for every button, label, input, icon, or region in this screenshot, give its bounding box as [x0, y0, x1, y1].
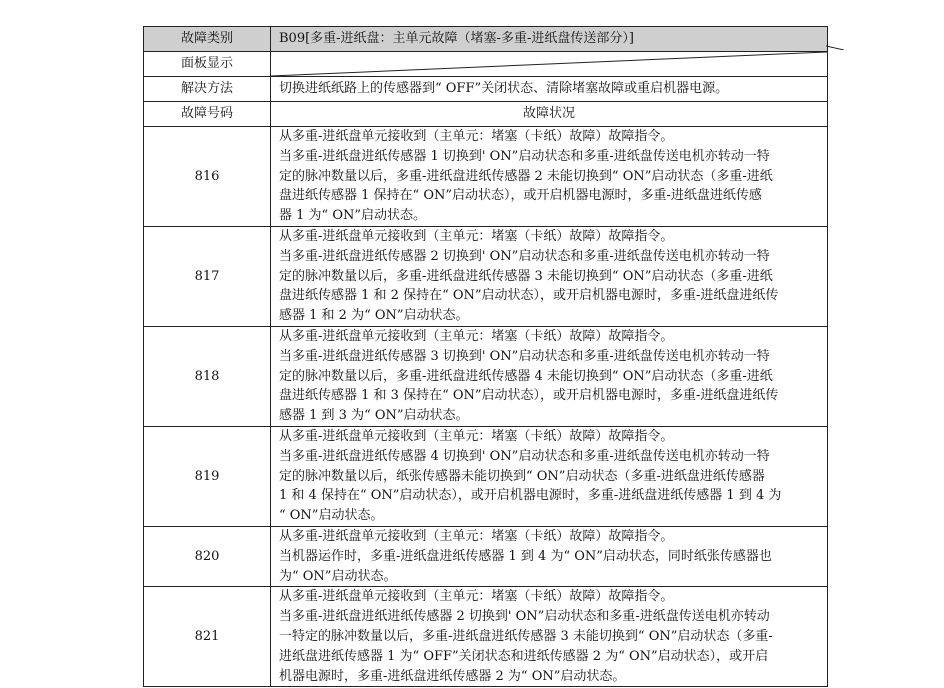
- panel-label: 面板显示: [144, 52, 271, 77]
- fault-row: [144, 427, 828, 527]
- code-column-header: 故障号码: [144, 102, 271, 127]
- category-label: 故障类别: [144, 27, 271, 52]
- description-line: 为“ ON”启动状态。: [279, 568, 397, 584]
- description-line: 当多重-进纸盘进纸传感器 2 切换到' ON”启动状态和多重-进纸盘传送电机亦转动一特: [279, 248, 770, 264]
- fault-row: [144, 587, 828, 687]
- category-value: B09[多重-进纸盘：主单元故障（堵塞-多重-进纸盘传送部分）]: [271, 27, 828, 52]
- fault-code: 819: [144, 427, 271, 527]
- fault-description: [271, 527, 828, 587]
- description-line: 机器电源时，多重-进纸盘进纸传感器 2 为“ ON”启动状态。: [279, 668, 626, 684]
- fault-code: 820: [144, 527, 271, 587]
- description-line: “ ON”启动状态。: [279, 508, 384, 524]
- status-column-header: 故障状况: [271, 102, 828, 127]
- description-line: 当多重-进纸盘进纸传感器 1 切换到' ON”启动状态和多重-进纸盘传送电机亦转动一特: [279, 148, 770, 164]
- fault-row: [144, 227, 828, 327]
- description-line: 当机器运作时，多重-进纸盘进纸传感器 1 到 4 为“ ON”启动状态，同时纸张传感器也: [279, 548, 772, 564]
- description-line: 从多重-进纸盘单元接收到（主单元：堵塞（卡纸）故障）故障指令。: [279, 229, 674, 244]
- fault-description: [271, 587, 828, 687]
- fault-code: 817: [144, 227, 271, 327]
- fault-table: [143, 26, 828, 687]
- fault-row: [144, 327, 828, 427]
- panel-display-empty: [271, 52, 828, 77]
- description-line: 盘进纸传感器 1 和 3 保持在“ ON”启动状态），或开启机器电源时，多重-进纸盘进纸传: [279, 388, 779, 404]
- description-line: 定的脉冲数量以后，纸张传感器未能切换到“ ON”启动状态（多重-进纸盘进纸传感器: [279, 468, 765, 484]
- fault-description: [271, 327, 828, 427]
- description-line: 当多重-进纸盘进纸传感器 3 切换到' ON”启动状态和多重-进纸盘传送电机亦转动一特: [279, 348, 770, 364]
- description-line: 定的脉冲数量以后，多重-进纸盘进纸传感器 3 未能切换到“ ON”启动状态（多重-进纸: [279, 268, 773, 284]
- fault-row: [144, 127, 828, 227]
- description-line: 感器 1 到 3 为“ ON”启动状态。: [279, 408, 469, 424]
- description-line: 定的脉冲数量以后，多重-进纸盘进纸传感器 4 未能切换到“ ON”启动状态（多重-进纸: [279, 368, 773, 384]
- fault-description: [271, 127, 828, 227]
- description-line: 一特定的脉冲数量以后，多重-进纸盘进纸传感器 3 未能切换到“ ON”启动状态（多重-: [279, 628, 773, 644]
- fault-code: 818: [144, 327, 271, 427]
- description-line: 进纸盘进纸传感器 1 为“ OFF”关闭状态和进纸传感器 2 为“ ON”启动状态），或开启: [279, 648, 769, 664]
- description-line: 当多重-进纸盘进纸传感器 4 切换到' ON”启动状态和多重-进纸盘传送电机亦转动一特: [279, 448, 770, 464]
- description-line: 盘进纸传感器 1 和 2 保持在“ ON”启动状态），或开启机器电源时，多重-进纸盘进纸传: [279, 288, 779, 304]
- description-line: 盘进纸传感器 1 保持在“ ON”启动状态），或开启机器电源时，多重-进纸盘进纸传感: [279, 188, 762, 204]
- fault-code: 816: [144, 127, 271, 227]
- description-line: 从多重-进纸盘单元接收到（主单元：堵塞（卡纸）故障）故障指令。: [279, 589, 674, 605]
- description-line: 1 和 4 保持在“ ON”启动状态），或开启机器电源时，多重-进纸盘进纸传感器 1 到 4 为: [279, 488, 782, 504]
- description-line: 从多重-进纸盘单元接收到（主单元：堵塞（卡纸）故障）故障指令。: [279, 429, 674, 444]
- category-row: [144, 27, 828, 52]
- description-line: 定的脉冲数量以后，多重-进纸盘进纸传感器 2 未能切换到“ ON”启动状态（多重-进纸: [279, 168, 773, 184]
- description-line: 从多重-进纸盘单元接收到（主单元：堵塞（卡纸）故障）故障指令。: [279, 329, 674, 344]
- solution-label: 解决方法: [144, 77, 271, 102]
- description-line: 从多重-进纸盘单元接收到（主单元：堵塞（卡纸）故障）故障指令。: [279, 129, 674, 144]
- diagonal-slash-overflow: [826, 36, 844, 50]
- fault-description: [271, 227, 828, 327]
- diagonal-slash: [271, 52, 827, 76]
- fault-description: [271, 427, 828, 527]
- fault-code: 821: [144, 587, 271, 687]
- solution-row: [144, 77, 828, 102]
- description-line: 当多重-进纸盘进纸进纸传感器 2 切换到' ON”启动状态和多重-进纸盘传送电机亦转动: [279, 609, 770, 625]
- description-line: 从多重-进纸盘单元接收到（主单元：堵塞（卡纸）故障）故障指令。: [279, 529, 674, 544]
- fault-row: [144, 527, 828, 587]
- description-line: 器 1 为“ ON”启动状态。: [279, 208, 426, 224]
- description-line: 感器 1 和 2 为“ ON”启动状态。: [279, 308, 469, 324]
- panel-row: [144, 52, 828, 77]
- solution-value: 切换进纸纸路上的传感器到“ OFF”关闭状态、清除堵塞故障或重启机器电源。: [271, 77, 828, 102]
- column-header-row: [144, 102, 828, 127]
